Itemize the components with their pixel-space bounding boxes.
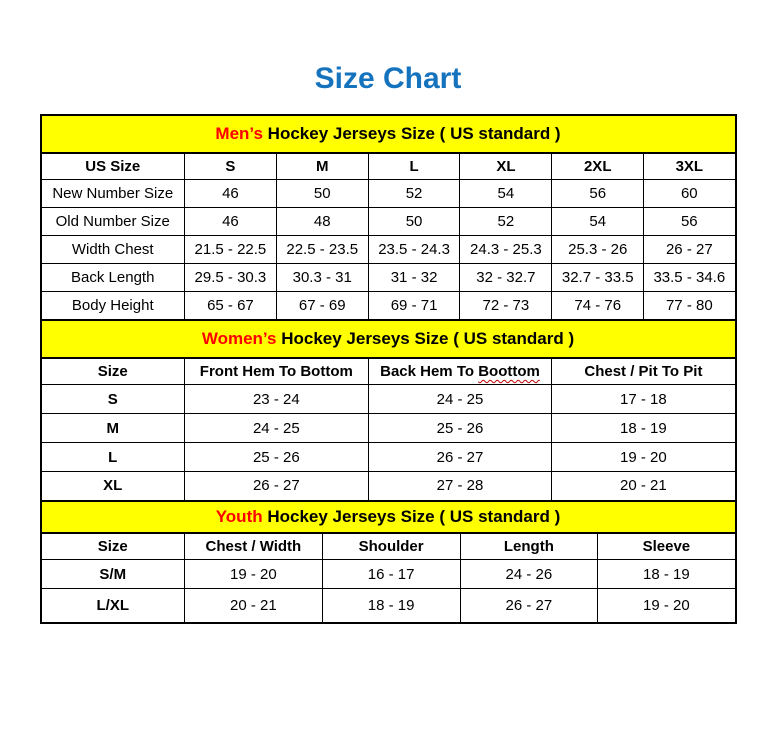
- size-value-cell: 56: [644, 208, 736, 236]
- size-value-cell: 26 - 27: [185, 472, 369, 501]
- size-value-cell: 24.3 - 25.3: [460, 236, 552, 264]
- size-value-cell: 25.3 - 26: [552, 236, 644, 264]
- youth-size-table: [40, 500, 737, 624]
- mens-size-table: [40, 114, 737, 321]
- column-header-text: Back Hem To: [380, 362, 479, 380]
- youth-section-highlight: Youth: [215, 506, 263, 526]
- table-row: [41, 443, 736, 472]
- row-label: New Number Size: [41, 180, 185, 208]
- table-row: [41, 264, 736, 292]
- size-value-cell: 69 - 71: [368, 292, 460, 320]
- size-value-cell: 33.5 - 34.6: [644, 264, 736, 292]
- column-header: Chest / Pit To Pit: [552, 358, 736, 385]
- size-value-cell: 25 - 26: [185, 443, 369, 472]
- table-row: [41, 180, 736, 208]
- column-header: M: [276, 153, 368, 180]
- column-header: S: [185, 153, 277, 180]
- size-value-cell: 24 - 25: [185, 414, 369, 443]
- row-label: M: [41, 414, 185, 443]
- size-value-cell: 46: [185, 180, 277, 208]
- table-row: [41, 236, 736, 264]
- mens-section-row: [41, 115, 736, 153]
- size-value-cell: 67 - 69: [276, 292, 368, 320]
- youth-section-rest: Hockey Jerseys Size ( US standard ): [262, 506, 561, 526]
- size-value-cell: 26 - 27: [368, 443, 552, 472]
- size-value-cell: 18 - 19: [598, 560, 736, 589]
- column-header: [368, 358, 552, 385]
- column-header: Size: [41, 533, 185, 560]
- size-value-cell: 32.7 - 33.5: [552, 264, 644, 292]
- mens-header-row: [41, 153, 736, 180]
- table-row: [41, 414, 736, 443]
- size-value-cell: 23 - 24: [185, 385, 369, 414]
- size-value-cell: 20 - 21: [185, 589, 323, 623]
- column-header: Size: [41, 358, 185, 385]
- size-value-cell: 16 - 17: [322, 560, 460, 589]
- mens-section-highlight: Men’s: [215, 123, 263, 143]
- size-value-cell: 54: [460, 180, 552, 208]
- size-value-cell: 52: [460, 208, 552, 236]
- size-value-cell: 19 - 20: [598, 589, 736, 623]
- size-value-cell: 17 - 18: [552, 385, 736, 414]
- table-row: [41, 589, 736, 623]
- row-label: L/XL: [41, 589, 185, 623]
- column-header: US Size: [41, 153, 185, 180]
- size-value-cell: 18 - 19: [552, 414, 736, 443]
- size-chart-page: [0, 62, 776, 754]
- row-label: S: [41, 385, 185, 414]
- size-value-cell: 77 - 80: [644, 292, 736, 320]
- size-value-cell: 50: [368, 208, 460, 236]
- page-title: Size Chart: [314, 62, 462, 95]
- table-row: [41, 472, 736, 501]
- womens-header-row: [41, 358, 736, 385]
- size-value-cell: 21.5 - 22.5: [185, 236, 277, 264]
- size-value-cell: 46: [185, 208, 277, 236]
- size-value-cell: 26 - 27: [644, 236, 736, 264]
- table-row: [41, 385, 736, 414]
- size-value-cell: 27 - 28: [368, 472, 552, 501]
- column-header: 2XL: [552, 153, 644, 180]
- size-value-cell: 24 - 25: [368, 385, 552, 414]
- womens-section-row: [41, 320, 736, 358]
- size-value-cell: 25 - 26: [368, 414, 552, 443]
- size-value-cell: 22.5 - 23.5: [276, 236, 368, 264]
- size-value-cell: 56: [552, 180, 644, 208]
- column-header: Front Hem To Bottom: [185, 358, 369, 385]
- column-header: XL: [460, 153, 552, 180]
- youth-header-row: [41, 533, 736, 560]
- row-label: XL: [41, 472, 185, 501]
- column-header: 3XL: [644, 153, 736, 180]
- size-value-cell: 52: [368, 180, 460, 208]
- table-row: [41, 292, 736, 320]
- mens-section-rest: Hockey Jerseys Size ( US standard ): [262, 123, 561, 143]
- size-value-cell: 26 - 27: [460, 589, 598, 623]
- misspelled-word-squiggle: Boottom: [478, 362, 540, 380]
- size-value-cell: 65 - 67: [185, 292, 277, 320]
- size-value-cell: 54: [552, 208, 644, 236]
- row-label: S/M: [41, 560, 185, 589]
- column-header: Chest / Width: [185, 533, 323, 560]
- size-value-cell: 23.5 - 24.3: [368, 236, 460, 264]
- size-value-cell: 30.3 - 31: [276, 264, 368, 292]
- size-value-cell: 48: [276, 208, 368, 236]
- size-value-cell: 32 - 32.7: [460, 264, 552, 292]
- column-header: Sleeve: [598, 533, 736, 560]
- size-value-cell: 31 - 32: [368, 264, 460, 292]
- youth-section-header: [41, 501, 736, 533]
- table-row: [41, 208, 736, 236]
- womens-section-header: [41, 320, 736, 358]
- womens-section-rest: Hockey Jerseys Size ( US standard ): [276, 328, 575, 348]
- row-label: Width Chest: [41, 236, 185, 264]
- mens-section-header: [41, 115, 736, 153]
- row-label: Back Length: [41, 264, 185, 292]
- size-value-cell: 72 - 73: [460, 292, 552, 320]
- column-header: Length: [460, 533, 598, 560]
- size-value-cell: 19 - 20: [552, 443, 736, 472]
- size-value-cell: 20 - 21: [552, 472, 736, 501]
- size-value-cell: 50: [276, 180, 368, 208]
- womens-size-table: [40, 319, 737, 502]
- size-value-cell: 19 - 20: [185, 560, 323, 589]
- column-header: L: [368, 153, 460, 180]
- womens-section-highlight: Women’s: [201, 328, 277, 348]
- row-label: Body Height: [41, 292, 185, 320]
- tables-container: [40, 114, 737, 624]
- size-value-cell: 24 - 26: [460, 560, 598, 589]
- table-row: [41, 560, 736, 589]
- size-value-cell: 74 - 76: [552, 292, 644, 320]
- row-label: Old Number Size: [41, 208, 185, 236]
- row-label: L: [41, 443, 185, 472]
- size-value-cell: 29.5 - 30.3: [185, 264, 277, 292]
- column-header: Shoulder: [322, 533, 460, 560]
- youth-section-row: [41, 501, 736, 533]
- size-value-cell: 60: [644, 180, 736, 208]
- size-value-cell: 18 - 19: [322, 589, 460, 623]
